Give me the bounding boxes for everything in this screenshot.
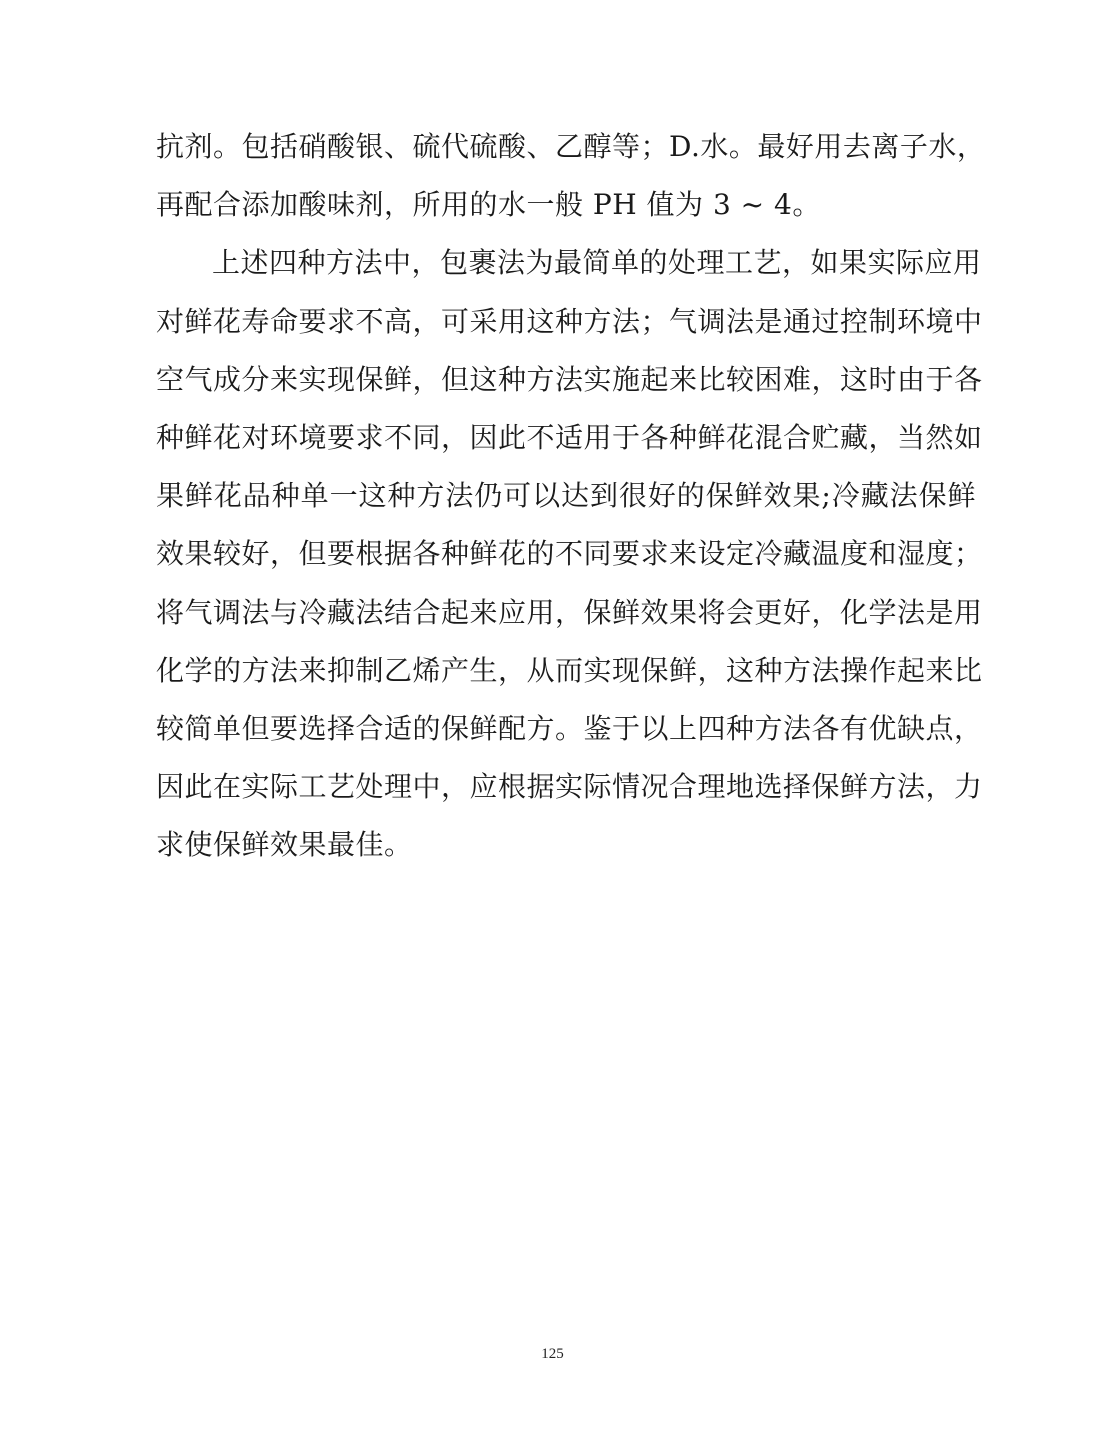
paragraph-first-line: 上述四种方法中，包裹法为最简单的处理工艺，如果实际应用 <box>212 246 982 280</box>
paragraph-end-line: 求使保鲜效果最佳。 <box>156 828 413 862</box>
text-line: 空气成分来实现保鲜，但这种方法实施起来比较困难，这时由于各 <box>156 362 983 396</box>
text-line: 抗剂。包括硝酸银、硫代硫酸、乙醇等；D.水。最好用去离子水， <box>156 130 986 163</box>
text-line: 化学的方法来抑制乙烯产生，从而实现保鲜，这种方法操作起来比 <box>156 653 983 687</box>
paragraph-end-line: 再配合添加酸味剂，所用的水一般 PH 值为 3 ~ 4。 <box>156 188 821 222</box>
text-line: 果鲜花品种单一这种方法仍可以达到很好的保鲜效果;冷藏法保鲜 <box>156 479 976 513</box>
text-line: 因此在实际工艺处理中，应根据实际情况合理地选择保鲜方法，力 <box>156 770 983 804</box>
text-line: 将气调法与冷藏法结合起来应用，保鲜效果将会更好，化学法是用 <box>156 595 983 629</box>
text-line: 种鲜花对环境要求不同，因此不适用于各种鲜花混合贮藏，当然如 <box>156 420 983 454</box>
text-line: 较简单但要选择合适的保鲜配方。鉴于以上四种方法各有优缺点， <box>156 711 983 745</box>
body-text <box>156 124 986 880</box>
text-line: 效果较好，但要根据各种鲜花的不同要求来设定冷藏温度和湿度； <box>156 537 983 571</box>
text-line: 对鲜花寿命要求不高，可采用这种方法；气调法是通过控制环境中 <box>156 304 983 338</box>
page-number: 125 <box>541 1346 564 1362</box>
